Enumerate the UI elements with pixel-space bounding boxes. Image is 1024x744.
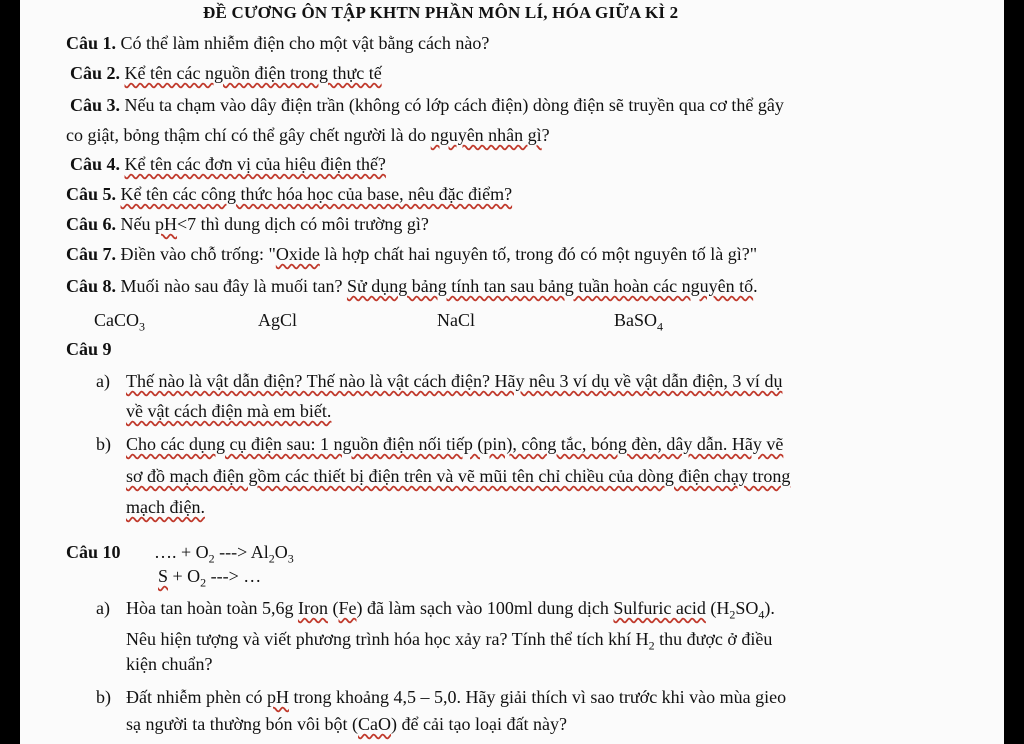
q6-b: pH xyxy=(155,214,178,234)
document-page xyxy=(20,0,1004,744)
question-8 xyxy=(66,275,758,297)
q10-b-line2: sạ người ta thường bón vôi bột (CaO) để cải tạo loại đất này? xyxy=(126,714,567,734)
q8-option-2: AgCl xyxy=(258,310,298,330)
q9-b-line3: mạch điện. xyxy=(126,497,205,517)
q3-line2-c: ? xyxy=(541,125,550,145)
question-2 xyxy=(70,62,382,84)
q10-b-mark: b) xyxy=(96,687,111,707)
q9-a-line2: về vật cách điện mà em biết. xyxy=(126,401,332,421)
q10-equation-1: …. + $O_2$ ---> $Al_2O_3$ xyxy=(154,542,294,566)
question-3-line-1 xyxy=(70,94,784,116)
q8-c: . xyxy=(753,276,758,296)
q8-opt1-main: CaCO xyxy=(94,310,139,330)
q1-label: Câu 1. xyxy=(66,33,117,53)
q9-label: Câu 9 xyxy=(66,339,112,359)
q8-opt4-sub: 4 xyxy=(657,319,664,334)
q3-line2-a: co giật, bỏng thậm chí có thể gây chết người là do xyxy=(66,125,431,145)
q3-label: Câu 3. xyxy=(70,95,121,115)
q3-line2-b: nguyên nhân gì xyxy=(430,125,542,145)
q10-a-line2: Nêu hiện tượng và viết phương trình hóa học xảy ra? Tính thể tích khí $H_2$ thu được ở điều xyxy=(126,629,773,653)
q3-line1: Nếu ta chạm vào dây điện trần (không có lớp cách điện) dòng điện sẽ truyền qua cơ thể gây xyxy=(124,95,784,115)
question-1 xyxy=(66,32,489,54)
q5-label: Câu 5. xyxy=(66,184,117,204)
q9-b-mark: b) xyxy=(96,434,111,454)
q4-label: Câu 4. xyxy=(70,154,121,174)
q1-text: Có thể làm nhiễm điện cho một vật bằng cách nào? xyxy=(120,33,490,53)
q9-a-mark: a) xyxy=(96,371,110,391)
question-5 xyxy=(66,183,512,205)
q4-text: Kể tên các đơn vị của hiệu điện thế? xyxy=(124,154,386,174)
q9-b-line1: Cho các dụng cụ điện sau: 1 nguồn điện nối tiếp (pin), công tắc, bóng đèn, dây dẫn. Hãy vẽ xyxy=(126,434,784,454)
q8-option-3: NaCl xyxy=(437,310,475,330)
q10-a-mark: a) xyxy=(96,598,110,618)
q9-b-line2: sơ đồ mạch điện gồm các thiết bị điện trên và vẽ mũi tên chỉ chiều của dòng điện chạy trong xyxy=(126,466,791,486)
question-6 xyxy=(66,213,429,235)
q8-b: Sử dụng bảng tính tan sau bảng tuần hoàn các nguyên tố xyxy=(346,276,754,296)
q8-option-4 xyxy=(614,309,664,334)
question-3-line-2 xyxy=(66,124,550,146)
q7-c: là hợp chất hai nguyên tố, trong đó có một nguyên tố là gì?" xyxy=(319,244,758,264)
q10-a-line3: kiện chuẩn? xyxy=(126,654,213,674)
q5-text: Kể tên các công thức hóa học của base, nêu đặc điểm? xyxy=(120,184,513,204)
question-4 xyxy=(70,153,386,175)
q9-a-line1: Thế nào là vật dẫn điện? Thế nào là vật cách điện? Hãy nêu 3 ví dụ về vật dẫn điện, 3 ví dụ xyxy=(126,371,783,391)
document-title: ĐỀ CƯƠNG ÔN TẬP KHTN PHẦN MÔN LÍ, HÓA GIỮA KÌ 2 xyxy=(203,3,679,22)
q8-opt1-sub: 3 xyxy=(139,319,145,334)
q7-label: Câu 7. xyxy=(66,244,117,264)
q8-option-1 xyxy=(94,309,145,334)
q10-equation-2: $S + O_2$ ---> … xyxy=(158,566,262,590)
question-7 xyxy=(66,243,757,265)
q6-a: Nếu xyxy=(120,214,156,234)
q7-a: Điền vào chỗ trống: " xyxy=(120,244,276,264)
q8-label: Câu 8. xyxy=(66,276,117,296)
q8-a: Muối nào sau đây là muối tan? xyxy=(120,276,347,296)
q6-label: Câu 6. xyxy=(66,214,117,234)
q2-label: Câu 2. xyxy=(70,63,121,83)
q10-b-line1: Đất nhiễm phèn có pH trong khoảng 4,5 – 5,0. Hãy giải thích vì sao trước khi vào mùa gieo xyxy=(126,687,787,707)
q10-a-line1: Hòa tan hoàn toàn 5,6g Iron (Fe) đã làm sạch vào 100ml dung dịch Sulfuric acid $(H_2SO_4)$. xyxy=(126,598,775,622)
q8-opt4-main: BaSO xyxy=(614,310,658,330)
q7-b: Oxide xyxy=(275,244,320,264)
q6-c: <7 thì dung dịch có môi trường gì? xyxy=(177,214,429,234)
q10-label: Câu 10 xyxy=(66,542,121,562)
q2-text: Kể tên các nguồn điện trong thực tế xyxy=(124,63,382,83)
